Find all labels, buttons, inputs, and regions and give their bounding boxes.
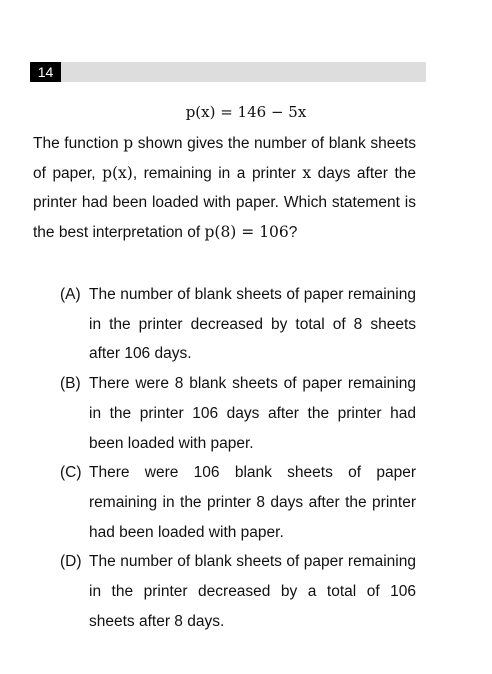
stem-text: ? (288, 224, 298, 242)
option-a[interactable] (60, 280, 416, 369)
question-stem (33, 129, 416, 248)
option-text: There were 106 blank sheets of paper remaining in the printer 8 days after the printer had been loaded with paper. (89, 464, 416, 541)
option-letter: (A) (60, 286, 81, 303)
stem-math: p(8) = 106 (204, 223, 289, 242)
option-letter: (D) (60, 553, 82, 571)
stem-text: shown gives the number of blank sheets of paper, (33, 135, 417, 182)
question-header-bar (30, 62, 426, 82)
option-text: The number of blank sheets of paper remaining in the printer decreased by total of 8 sheets after 106 days. (89, 286, 416, 363)
option-text: There were 8 blank sheets of paper remaining in the printer 106 days after the printer had been loaded with paper. (89, 375, 416, 452)
stem-math: x (302, 163, 312, 182)
option-d[interactable] (60, 547, 416, 636)
question-number: 14 (30, 62, 61, 82)
option-b[interactable] (60, 369, 416, 458)
function-equation: p(x) = 146 − 5x (185, 103, 307, 121)
stem-text: The function (33, 135, 124, 152)
stem-text: days after the printer had been loaded with paper. Which statement is the best interpretation of (33, 164, 416, 242)
stem-math: p(x) (102, 163, 133, 182)
option-letter: (C) (60, 464, 82, 482)
option-letter: (B) (60, 375, 81, 393)
option-text: The number of blank sheets of paper remaining in the printer decreased by a total of 106 sheets after 8 days. (89, 553, 416, 630)
answer-options (60, 280, 416, 636)
stem-text: , remaining in a printer (132, 164, 303, 182)
stem-math: p (123, 134, 134, 152)
option-c[interactable] (60, 458, 416, 547)
